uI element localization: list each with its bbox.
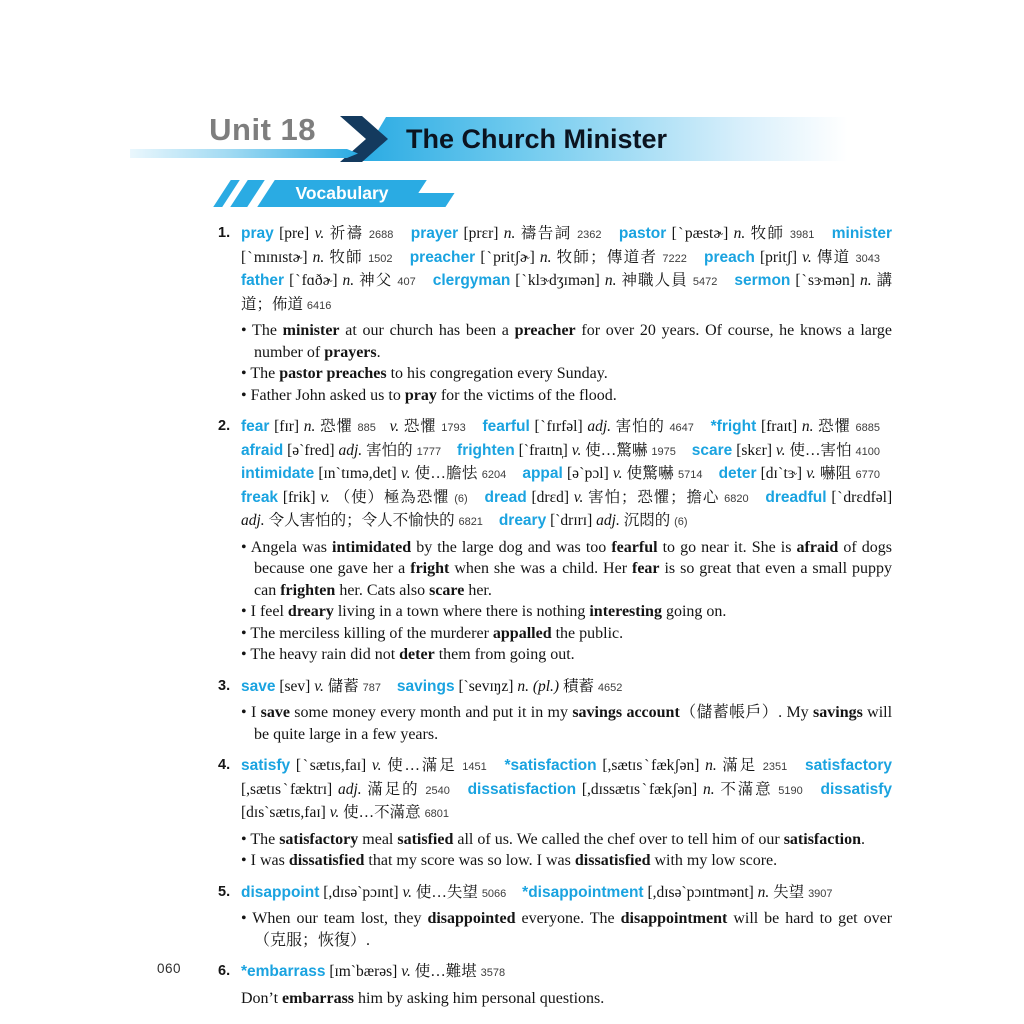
part-of-speech: n. [539, 248, 552, 266]
frequency-rank: 5472 [692, 276, 718, 288]
vocab-entry [218, 416, 892, 666]
word-group [397, 678, 623, 695]
phonetic: [sev] [279, 677, 311, 695]
part-of-speech: n. [757, 883, 770, 901]
headword: preach [703, 248, 755, 266]
frequency-rank: 6801 [424, 808, 450, 820]
part-of-speech: n. [859, 272, 872, 289]
headword: savings [396, 677, 455, 695]
definition: 恐懼 [320, 418, 353, 435]
phonetic: [ˋsætɪs,faɪ] [295, 757, 367, 774]
phonetic: [skɛr] [736, 441, 772, 459]
bold-term: dissatisfied [288, 852, 365, 869]
sentence-list [241, 988, 892, 1010]
phonetic: [pre] [279, 225, 310, 242]
definition: 失望 [773, 883, 805, 901]
entry-number: 5. [218, 883, 231, 900]
entry-body [241, 223, 892, 406]
headword: satisfy [241, 757, 291, 774]
bold-term: interesting [589, 603, 662, 620]
part-of-speech: v. [806, 465, 816, 482]
definition: 恐懼 [818, 418, 851, 435]
phonetic: [ɪmˋbærəs] [329, 963, 398, 980]
word-group [522, 884, 832, 901]
definition: 神職人員 [621, 272, 688, 289]
phonetic: [,sætɪsˋfæktrɪ] [241, 780, 333, 798]
headword: pastor [618, 225, 667, 242]
entry-number: 4. [218, 757, 231, 773]
definition: 使…膽怯 [414, 465, 478, 482]
phonetic: [ˋpæstɚ] [671, 225, 729, 242]
frequency-rank: 1451 [462, 761, 487, 773]
word-group [711, 418, 880, 435]
bold-term: minister [282, 322, 340, 339]
headword: fear [241, 418, 270, 435]
definition: 使…難堪 [414, 963, 477, 980]
part-of-speech: v. [371, 757, 382, 774]
part-of-speech: v. [389, 418, 400, 435]
definition: 恐懼 [403, 418, 437, 435]
section-label: Vocabulary [295, 183, 389, 203]
headword: *embarrass [241, 963, 326, 980]
headword: satisfactory [804, 757, 892, 774]
part-of-speech: n. [312, 248, 325, 266]
definition: 不滿意 [720, 780, 773, 798]
frequency-rank: 3043 [855, 252, 881, 265]
page-title: The Church Minister [406, 124, 668, 154]
word-group [619, 225, 814, 242]
headword: minister [831, 225, 893, 242]
word-group [704, 249, 880, 266]
example-sentence: • Angela was intimidated by the large dog and was too fearful to go near it. She is afraid of dogs because one gave her a fright when she was a child. Her fear is so great that even a small puppy can frighten her. Cats also scare her. [241, 538, 893, 599]
headword: save [241, 677, 276, 695]
headword: freak [241, 488, 279, 506]
part-of-speech: adj. [587, 418, 612, 435]
frequency-rank: 5714 [677, 469, 703, 481]
word-group [692, 442, 880, 459]
frequency-rank: 885 [357, 422, 376, 434]
bold-term: savings [813, 704, 863, 721]
vocabulary-tab [212, 180, 462, 207]
frequency-rank: 3981 [789, 229, 815, 241]
part-of-speech: n. [303, 418, 316, 435]
vocabulary-entries [218, 223, 892, 1019]
bold-term: embarrass [282, 989, 355, 1007]
part-of-speech: v. [802, 248, 812, 266]
frequency-rank: 1502 [368, 252, 393, 265]
definition: 儲蓄 [327, 677, 359, 695]
word-group [241, 442, 441, 459]
definition: 使…失望 [415, 883, 478, 901]
sentence-list [241, 908, 892, 951]
frequency-rank: (6) [454, 492, 468, 505]
example-sentence: • When our team lost, they disappointed everyone. The disappointment will be hard to get over（克服；恢復）. [241, 910, 893, 949]
part-of-speech: v. [314, 677, 324, 695]
phonetic: [əˋfred] [287, 441, 335, 459]
sentence-list [241, 537, 892, 666]
phonetic: [dɪsˋsætɪs,faɪ] [241, 804, 326, 821]
part-of-speech: n. [733, 225, 746, 242]
headword: pray [241, 225, 274, 242]
phonetic: [ˋdrɪrɪ] [550, 512, 593, 529]
tab-tail-shape [405, 193, 454, 207]
phonetic: [ˋmɪnɪstɚ] [241, 248, 308, 266]
sentence-list [241, 702, 892, 745]
entry-body [241, 961, 892, 1009]
sentence-list [241, 829, 892, 872]
page-number: 060 [157, 961, 182, 976]
frequency-rank: 4647 [669, 422, 694, 434]
definition: 神父 [359, 272, 393, 289]
headword: afraid [241, 441, 284, 459]
definition: 嚇阻 [819, 465, 852, 482]
headword: dread [484, 488, 527, 506]
part-of-speech: v. [612, 465, 623, 482]
frequency-rank: 2362 [577, 229, 602, 241]
definition: 使…不滿意 [343, 804, 421, 821]
entry-words [241, 961, 892, 985]
bold-term: pastor preaches [279, 365, 387, 382]
part-of-speech: adj. [337, 780, 362, 798]
word-group [485, 489, 749, 506]
entry-words [241, 223, 892, 317]
definition: 害怕；恐懼；擔心 [588, 488, 720, 506]
example-sentence: • The minister at our church has been a preacher for over 20 years. Of course, he knows a large number of prayers. [241, 322, 893, 361]
bullet-icon: • [241, 603, 251, 620]
definition: 積蓄 [562, 677, 594, 695]
definition: 害怕的 [366, 441, 413, 459]
phonetic: [dɪˋtɝ] [760, 465, 803, 482]
headword: clergyman [432, 272, 511, 289]
phonetic: [,dɪsəˋpɔɪntmənt] [647, 883, 754, 901]
definition: 害怕的 [615, 418, 665, 435]
headword: appal [522, 465, 563, 482]
phonetic: [,dɪssætɪsˋfækʃən] [581, 780, 698, 798]
bold-term: fear [632, 560, 660, 577]
frequency-rank: 6770 [855, 469, 881, 481]
definition: （使）極為恐懼 [334, 488, 450, 506]
bullet-icon: • [241, 852, 251, 869]
frequency-rank: 787 [362, 681, 381, 694]
bold-term: prayers [324, 343, 377, 361]
headword: prayer [410, 225, 459, 242]
headword: father [241, 272, 285, 289]
frequency-rank: 2540 [425, 784, 450, 797]
example-sentence: • I save some money every month and put it in my savings account（儲蓄帳戶）. My savings will be quite large in a few years. [241, 704, 893, 743]
phonetic: [fɪr] [274, 418, 300, 435]
bold-term: fearful [611, 538, 658, 556]
headword: dreadful [765, 488, 827, 506]
vocab-entry [218, 882, 892, 952]
frequency-rank: 4100 [855, 445, 881, 458]
entry-body [241, 416, 892, 666]
word-group [241, 884, 506, 901]
sentence-list [241, 320, 892, 406]
definition: 令人害怕的；令人不愉快的 [268, 512, 455, 529]
bold-term: pray [404, 386, 437, 404]
phonetic: [ɪnˋtɪmə,det] [318, 465, 397, 482]
phonetic: [ˋklɝdʒɪmən] [515, 272, 600, 289]
part-of-speech: v. [775, 441, 786, 459]
word-group [504, 757, 787, 774]
part-of-speech: adj. [338, 441, 363, 459]
entry-body [241, 676, 892, 746]
example-sentence: • Father John asked us to pray for the victims of the flood. [241, 386, 617, 404]
vocab-entry [218, 676, 892, 746]
bold-term: savings account [572, 704, 680, 721]
example-sentence: • The pastor preaches to his congregation every Sunday. [241, 365, 608, 382]
bold-term: intimidated [332, 538, 412, 556]
frequency-rank: 2688 [368, 229, 394, 241]
part-of-speech: n. [801, 418, 814, 435]
phonetic: [əˋpɔl] [566, 465, 609, 482]
phonetic: [frik] [282, 488, 316, 506]
example-sentence: • I was dissatisfied that my score was so low. I was dissatisfied with my low score. [241, 852, 778, 869]
bullet-icon: • [241, 704, 251, 721]
definition: 沉悶的 [623, 512, 671, 529]
phonetic: [ˋdrɛdfəl] [831, 488, 893, 506]
bullet-icon: • [241, 538, 251, 556]
frequency-rank: 6204 [481, 469, 507, 481]
phonetic: [,sætɪsˋfækʃən] [602, 757, 700, 774]
bold-term: satisfied [397, 830, 454, 848]
word-group [241, 465, 506, 482]
part-of-speech: adj. [241, 512, 265, 529]
definition: 使驚嚇 [626, 465, 674, 482]
bold-term: satisfaction [783, 830, 862, 848]
headword: scare [691, 441, 733, 459]
word-group [411, 225, 602, 242]
definition: 傳道 [816, 248, 851, 266]
headword: *satisfaction [504, 757, 597, 774]
headword: *disappointment [522, 883, 644, 901]
vocabulary-tab-shape [257, 180, 427, 207]
part-of-speech: n. (pl.) [517, 677, 560, 695]
part-of-speech: v. [320, 488, 330, 506]
frequency-rank: 1975 [651, 445, 676, 458]
frequency-rank: 6820 [724, 492, 749, 505]
definition: 講道；佈道 [241, 272, 893, 313]
part-of-speech: n. [702, 780, 715, 798]
vocab-entry [218, 961, 892, 1009]
phonetic: [pritʃ] [759, 248, 797, 266]
part-of-speech: v. [400, 465, 411, 482]
part-of-speech: v. [401, 963, 411, 980]
phonetic: [,dɪsəˋpɔɪnt] [323, 883, 399, 901]
frequency-rank: (6) [674, 516, 688, 528]
word-group [241, 272, 416, 289]
phonetic: [ˋsevɪŋz] [458, 677, 514, 695]
bold-term: dreary [287, 603, 334, 620]
phonetic: [ˋsɝmən] [795, 272, 855, 289]
entry-number: 1. [218, 225, 231, 241]
word-group [457, 442, 676, 459]
vocab-entry [218, 755, 892, 872]
bold-term: disappointment [620, 910, 728, 927]
headword: *fright [710, 418, 757, 435]
bullet-icon: • [241, 646, 251, 663]
word-group [468, 781, 803, 798]
bold-term: appalled [492, 624, 552, 642]
word-group [241, 678, 381, 695]
example-sentence: • I feel dreary living in a town where there is nothing interesting going on. [241, 603, 727, 620]
phonetic: [ˋfraɪtn̩] [518, 441, 568, 459]
bold-term: preacher [514, 322, 576, 339]
entry-words [241, 882, 892, 906]
word-group [433, 272, 718, 289]
frequency-rank: 4652 [597, 681, 623, 694]
bold-term: scare [429, 581, 465, 599]
frequency-rank: 6885 [855, 422, 880, 434]
word-group [499, 512, 688, 529]
headword: deter [718, 465, 757, 482]
word-group [522, 465, 702, 482]
entry-body [241, 882, 892, 952]
definition: 使…害怕 [789, 441, 852, 459]
frequency-rank: 3578 [480, 967, 506, 979]
word-group [241, 757, 487, 774]
frequency-rank: 1777 [416, 445, 442, 458]
word-group [241, 418, 466, 435]
entry-number: 3. [218, 677, 231, 694]
part-of-speech: n. [705, 757, 717, 774]
part-of-speech: v. [402, 883, 413, 901]
part-of-speech: v. [314, 225, 325, 242]
definition: 祈禱 [329, 225, 364, 242]
bold-term: dissatisfied [574, 852, 651, 869]
part-of-speech: n. [342, 272, 355, 289]
part-of-speech: n. [503, 225, 516, 242]
example-sentence: • The satisfactory meal satisfied all of us. We called the chef over to tell him of our satisfaction. [241, 830, 866, 848]
definition: 牧師 [329, 248, 363, 266]
word-group [241, 225, 393, 242]
headword: frighten [457, 441, 515, 459]
frequency-rank: 1793 [441, 422, 466, 434]
definition: 滿足 [722, 757, 758, 774]
bullet-icon: • [241, 830, 251, 848]
headword: fearful [482, 418, 530, 435]
bold-term: disappointed [427, 910, 516, 927]
entry-number: 2. [218, 418, 231, 434]
entry-words [241, 755, 892, 826]
part-of-speech: v. [573, 488, 584, 506]
bold-term: save [260, 704, 290, 721]
bold-term: frighten [280, 581, 336, 599]
frequency-rank: 407 [397, 276, 416, 288]
definition: 使…滿足 [387, 757, 457, 774]
part-of-speech: v. [571, 441, 582, 459]
headword: dissatisfy [820, 780, 893, 798]
bullet-icon: • [241, 322, 253, 339]
definition: 滿足的 [367, 780, 420, 798]
phonetic: [fraɪt] [760, 418, 798, 435]
phonetic: [ˋfɪrfəl] [534, 418, 583, 435]
example-sentence: Don’t embarrass him by asking him personal questions. [241, 989, 605, 1007]
definition: 使…驚嚇 [585, 441, 648, 459]
bold-term: fright [410, 560, 450, 577]
headword: disappoint [241, 883, 320, 901]
entry-number: 6. [218, 963, 231, 979]
vocab-entry [218, 223, 892, 406]
bullet-icon: • [241, 910, 253, 927]
frequency-rank: 6416 [306, 299, 332, 312]
part-of-speech: v. [329, 804, 340, 821]
phonetic: [drɛd] [531, 488, 569, 506]
frequency-rank: 7222 [662, 252, 687, 265]
word-group [719, 465, 880, 482]
word-group [241, 489, 468, 506]
unit-underline-arrow [130, 149, 358, 158]
entry-words [241, 676, 892, 700]
phonetic: [ˋfɑðɚ] [289, 272, 338, 289]
headword: intimidate [241, 465, 315, 482]
phonetic: [prɛr] [463, 225, 499, 242]
word-group [241, 963, 505, 980]
word-group [410, 249, 687, 266]
entry-body [241, 755, 892, 872]
frequency-rank: 5066 [481, 887, 507, 900]
definition: 禱告詞 [520, 225, 572, 242]
headword: dissatisfaction [467, 780, 577, 798]
header-chevron-icon [338, 116, 392, 167]
bold-term: deter [399, 646, 435, 663]
bold-term: satisfactory [279, 830, 359, 848]
part-of-speech: n. [604, 272, 617, 289]
definition: 牧師 [750, 225, 785, 242]
example-sentence: • The heavy rain did not deter them from going out. [241, 646, 575, 663]
frequency-rank: 3907 [808, 887, 833, 900]
example-sentence: • The merciless killing of the murderer appalled the public. [241, 624, 624, 642]
bullet-icon: • [241, 386, 251, 404]
word-group [482, 418, 693, 435]
part-of-speech: adj. [596, 512, 620, 529]
bold-term: afraid [796, 538, 839, 556]
bullet-icon: • [241, 624, 251, 642]
headword: dreary [498, 512, 547, 529]
phonetic: [ˋpritʃɚ] [480, 248, 535, 266]
entry-words [241, 416, 892, 534]
frequency-rank: 5190 [778, 784, 803, 797]
definition: 牧師；傳道者 [556, 248, 658, 266]
frequency-rank: 6821 [458, 516, 483, 528]
unit-label: Unit 18 [209, 112, 316, 147]
headword: sermon [734, 272, 791, 289]
headword: preacher [409, 248, 476, 266]
frequency-rank: 2351 [762, 761, 788, 773]
bullet-icon: • [241, 365, 251, 382]
